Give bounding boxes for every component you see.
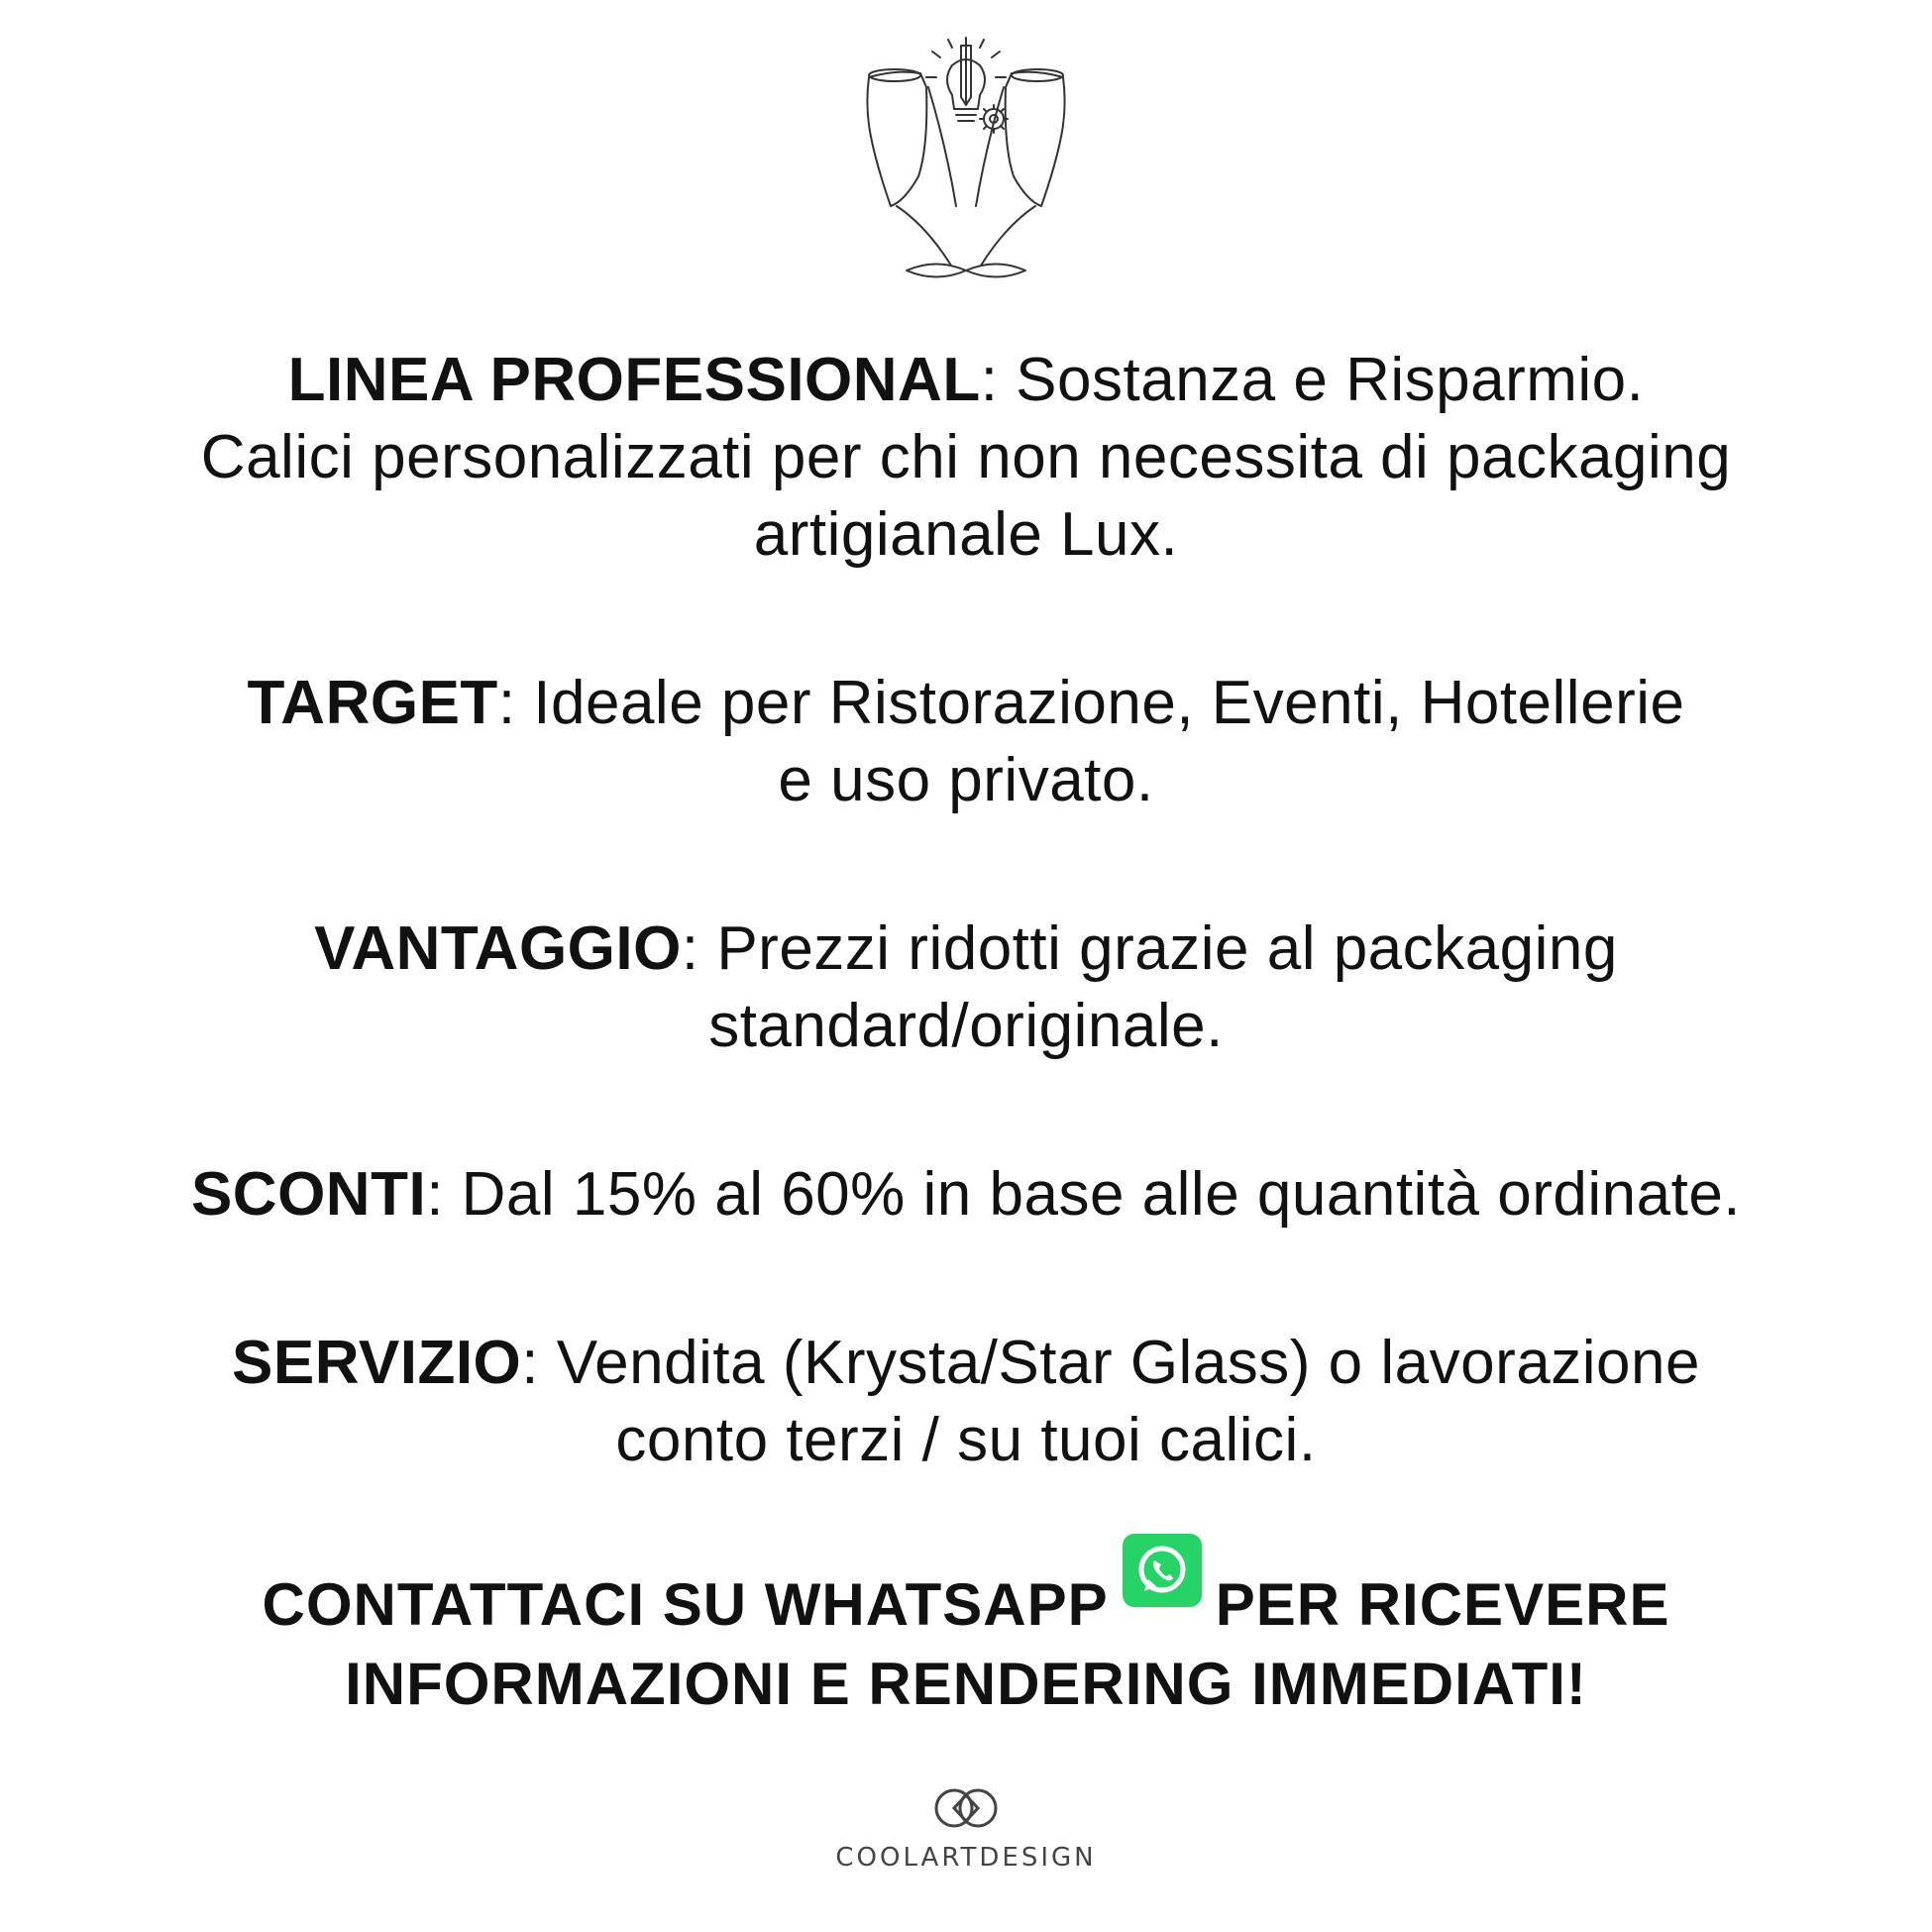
separator: : [980,346,1017,414]
separator: : [497,669,534,737]
section-label: LINEA PROFESSIONAL [287,346,981,414]
cta-text: CONTATTACI SU WHATSAPP [262,1571,1109,1638]
section-text: Ideale per Ristorazione, Eventi, Hotellerie [533,669,1685,737]
cta-text: INFORMAZIONI E RENDERING IMMEDIATI! [345,1651,1587,1717]
brand-name: COOLARTDESIGN [835,1843,1097,1873]
section-sconti [0,1156,1932,1234]
section-text: e uso privato. [778,746,1154,814]
coolartdesign-logo-icon [926,1783,1006,1833]
section-text: Vendita (Krysta/Star Glass) o lavorazione [556,1329,1700,1397]
section-label: VANTAGGIO [314,914,682,983]
content [0,342,1932,1570]
section-label: SCONTI [190,1160,427,1229]
separator: : [426,1160,462,1229]
section-text: Dal 15% al 60% in base alle quantità ordinate. [461,1160,1742,1229]
section-text: conto terzi / su tuoi calici. [615,1406,1317,1474]
whatsapp-icon[interactable] [1123,1534,1202,1607]
section-text: Calici personalizzati per chi non necessita di packaging [200,423,1732,491]
section-target [0,665,1932,819]
section-label: SERVIZIO [232,1329,522,1397]
cta-text: PER RICEVERE [1215,1571,1670,1638]
wine-glasses-lightbulb-icon [857,28,1075,295]
section-vantaggio [0,911,1932,1065]
section-servizio [0,1325,1932,1479]
section-text: standard/originale. [708,992,1224,1060]
section-linea-professional [0,342,1932,574]
whatsapp-cta [0,1556,1932,1724]
brand-logo [0,1783,1932,1873]
separator: : [521,1329,557,1397]
section-text: artigianale Lux. [753,500,1179,569]
separator: : [681,914,717,983]
section-text: Prezzi ridotti grazie al packaging [716,914,1618,983]
section-text: Sostanza e Risparmio. [1016,346,1645,414]
section-label: TARGET [247,669,498,737]
